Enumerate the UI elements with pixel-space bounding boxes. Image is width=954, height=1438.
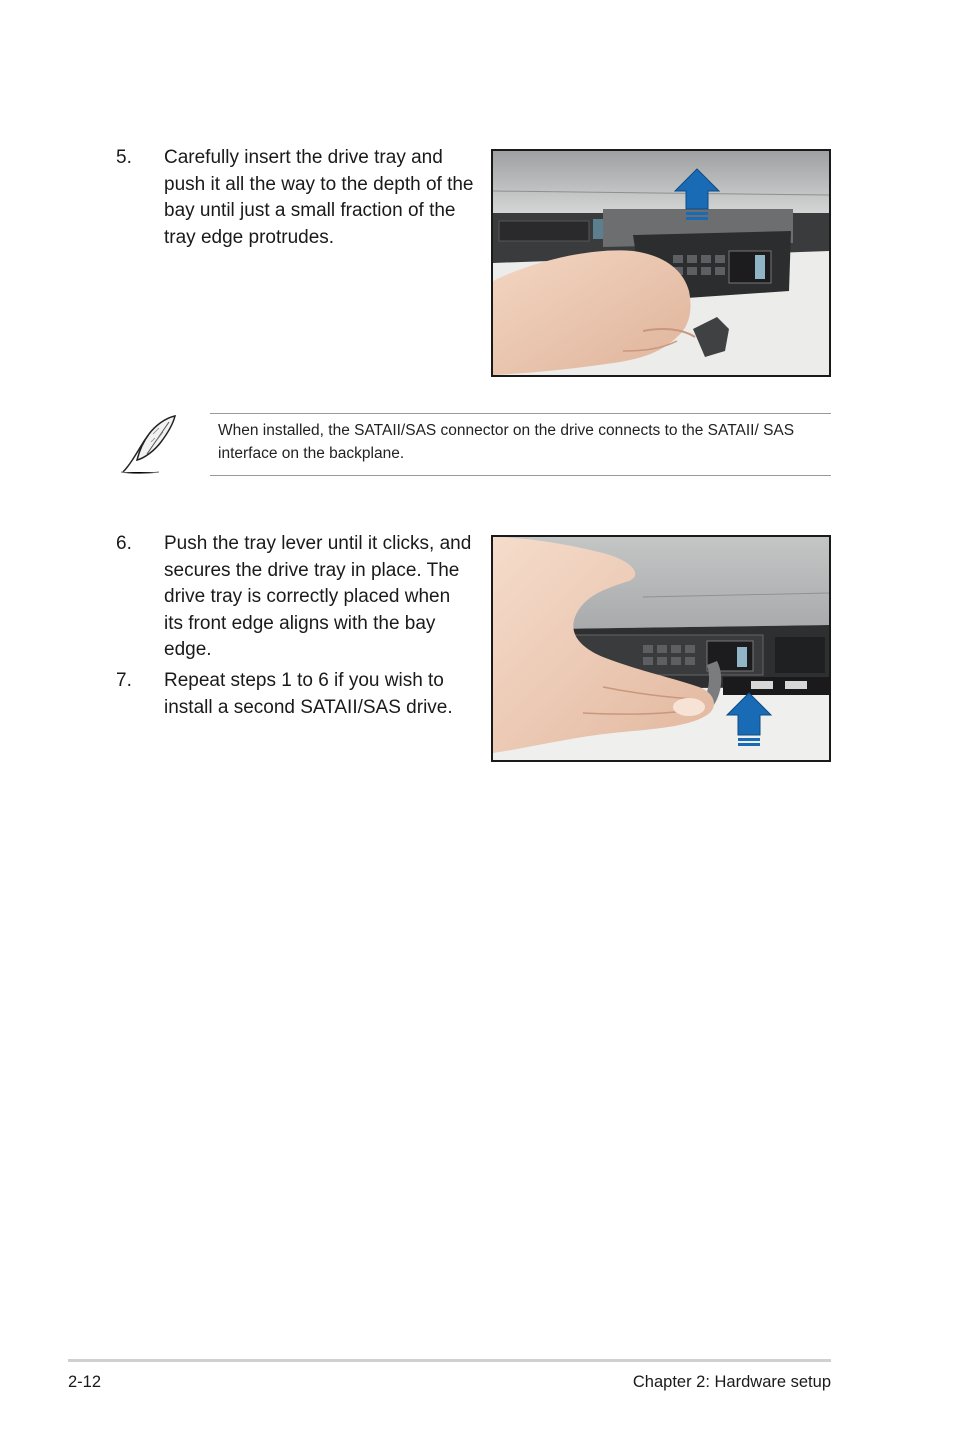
note-divider-bottom — [210, 475, 831, 476]
feather-pen-icon — [113, 410, 181, 478]
photo-insert-drive-tray — [491, 149, 831, 377]
footer-divider — [68, 1359, 831, 1362]
photo-lever-illustration — [493, 537, 829, 760]
step-text: Push the tray lever until it clicks, and secures the drive tray in place. The drive tray is correctly placed when its front edge aligns with the bay edge. — [164, 533, 472, 660]
chapter-title: Chapter 2: Hardware setup — [632, 1373, 831, 1391]
step-number: 6. — [116, 533, 132, 554]
step-number: 5. — [116, 147, 132, 168]
note-text: When installed, the SATAII/SAS connector on the drive connects to the SATAII/ SAS interface on the backplane. — [218, 422, 795, 462]
photo-insert-illustration — [493, 151, 829, 375]
step-text: Carefully insert the drive tray and push it all the way to the depth of the bay until just a small fraction of the tray edge protrudes. — [164, 147, 474, 248]
photo-push-tray-lever — [491, 535, 831, 762]
note-divider-top — [210, 413, 831, 414]
step-text: Repeat steps 1 to 6 if you wish to install a second SATAII/SAS drive. — [164, 670, 453, 718]
step-number: 7. — [116, 670, 132, 691]
page-number: 2-12 — [68, 1373, 102, 1391]
